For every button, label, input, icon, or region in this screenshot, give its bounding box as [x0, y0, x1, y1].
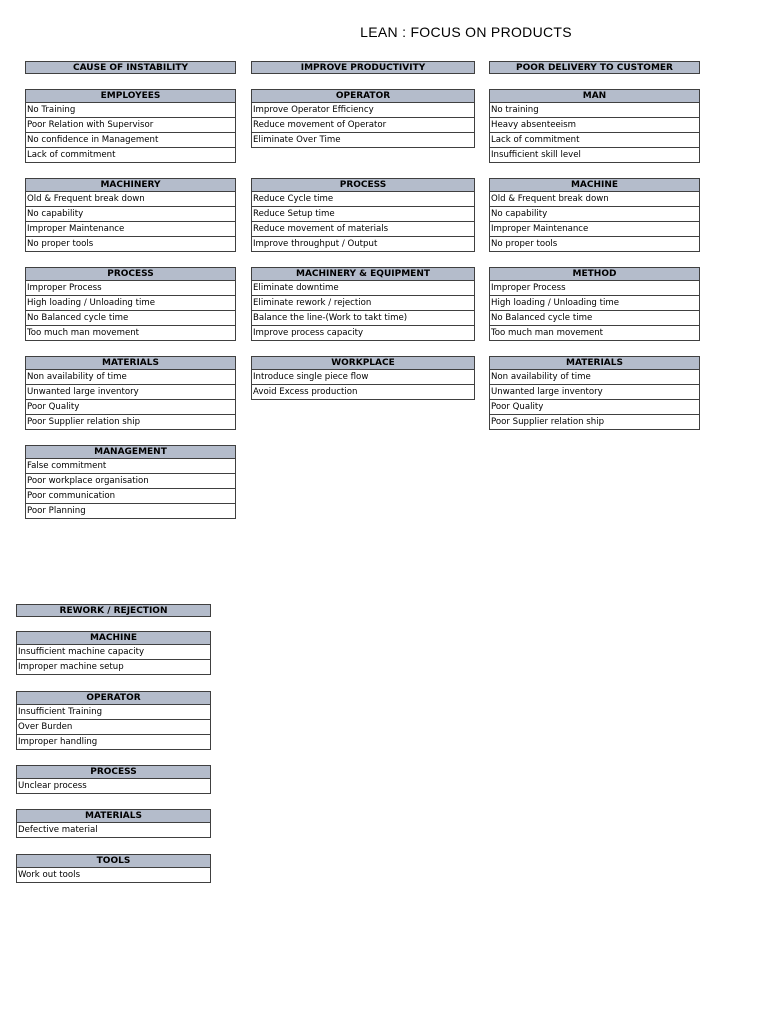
table-tools [16, 854, 211, 883]
table-row: Reduce Cycle time [251, 192, 475, 207]
table-machine [489, 178, 700, 252]
table-row: Eliminate downtime [251, 281, 475, 296]
table-row: Too much man movement [25, 326, 236, 341]
table-row: Improve process capacity [251, 326, 475, 341]
table-header: MATERIALS [25, 356, 236, 370]
table-row: No proper tools [489, 237, 700, 252]
table-man [489, 89, 700, 163]
table-process [16, 765, 211, 794]
table-row: No training [489, 103, 700, 118]
table-method [489, 267, 700, 341]
table-machinery-equipment [251, 267, 475, 341]
table-row: Over Burden [16, 720, 211, 735]
table-management [25, 445, 236, 519]
table-operator [251, 89, 475, 148]
table-row: Introduce single piece flow [251, 370, 475, 385]
table-workplace [251, 356, 475, 400]
heading-improve-productivity: IMPROVE PRODUCTIVITY [251, 61, 475, 74]
table-row: No capability [25, 207, 236, 222]
heading-rework-rejection: REWORK / REJECTION [16, 604, 211, 617]
table-row: Unclear process [16, 779, 211, 794]
table-row: No Training [25, 103, 236, 118]
table-row: Non availability of time [25, 370, 236, 385]
table-row: Reduce movement of materials [251, 222, 475, 237]
table-row: Defective material [16, 823, 211, 838]
table-process [251, 178, 475, 252]
table-row: High loading / Unloading time [25, 296, 236, 311]
table-row: Improper machine setup [16, 660, 211, 675]
table-row: Poor Quality [489, 400, 700, 415]
table-row: Unwanted large inventory [25, 385, 236, 400]
table-row: Poor Planning [25, 504, 236, 519]
table-row: Improper Maintenance [25, 222, 236, 237]
table-row: Non availability of time [489, 370, 700, 385]
table-row: Insufficient Training [16, 705, 211, 720]
table-row: False commitment [25, 459, 236, 474]
table-header: EMPLOYEES [25, 89, 236, 103]
table-row: Work out tools [16, 868, 211, 883]
table-row: Insufficient machine capacity [16, 645, 211, 660]
table-row: Lack of commitment [489, 133, 700, 148]
table-header: PROCESS [16, 765, 211, 779]
table-header: MANAGEMENT [25, 445, 236, 459]
table-materials [25, 356, 236, 430]
table-row: Lack of commitment [25, 148, 236, 163]
table-header: MATERIALS [489, 356, 700, 370]
table-row: No proper tools [25, 237, 236, 252]
table-row: No capability [489, 207, 700, 222]
table-employees [25, 89, 236, 163]
table-row: Too much man movement [489, 326, 700, 341]
table-row: Improper handling [16, 735, 211, 750]
table-row: Poor communication [25, 489, 236, 504]
table-header: OPERATOR [16, 691, 211, 705]
table-header: PROCESS [251, 178, 475, 192]
table-row: Insufficient skill level [489, 148, 700, 163]
table-row: No confidence in Management [25, 133, 236, 148]
table-row: Improper Process [25, 281, 236, 296]
table-row: Poor Supplier relation ship [489, 415, 700, 430]
table-row: Balance the line-(Work to takt time) [251, 311, 475, 326]
table-row: Eliminate rework / rejection [251, 296, 475, 311]
table-header: MACHINERY [25, 178, 236, 192]
table-row: No Balanced cycle time [25, 311, 236, 326]
table-process [25, 267, 236, 341]
table-row: Avoid Excess production [251, 385, 475, 400]
table-row: Improper Maintenance [489, 222, 700, 237]
table-row: Improve Operator Efficiency [251, 103, 475, 118]
heading-poor-delivery: POOR DELIVERY TO CUSTOMER [489, 61, 700, 74]
table-row: Improper Process [489, 281, 700, 296]
table-row: Poor Quality [25, 400, 236, 415]
table-header: MATERIALS [16, 809, 211, 823]
table-row: Old & Frequent break down [25, 192, 236, 207]
table-row: Reduce Setup time [251, 207, 475, 222]
table-row: Heavy absenteeism [489, 118, 700, 133]
table-header: MACHINE [489, 178, 700, 192]
table-header: MACHINE [16, 631, 211, 645]
page-title: LEAN : FOCUS ON PRODUCTS [360, 24, 572, 40]
table-row: Reduce movement of Operator [251, 118, 475, 133]
table-row: Old & Frequent break down [489, 192, 700, 207]
table-row: No Balanced cycle time [489, 311, 700, 326]
table-header: MAN [489, 89, 700, 103]
table-row: Poor Relation with Supervisor [25, 118, 236, 133]
table-header: METHOD [489, 267, 700, 281]
table-row: High loading / Unloading time [489, 296, 700, 311]
table-header: MACHINERY & EQUIPMENT [251, 267, 475, 281]
table-materials [16, 809, 211, 838]
table-header: OPERATOR [251, 89, 475, 103]
table-row: Unwanted large inventory [489, 385, 700, 400]
table-materials [489, 356, 700, 430]
table-row: Eliminate Over Time [251, 133, 475, 148]
table-header: WORKPLACE [251, 356, 475, 370]
table-row: Poor Supplier relation ship [25, 415, 236, 430]
heading-cause-of-instability: CAUSE OF INSTABILITY [25, 61, 236, 74]
table-header: TOOLS [16, 854, 211, 868]
table-machinery [25, 178, 236, 252]
table-machine [16, 631, 211, 675]
table-operator [16, 691, 211, 750]
table-row: Poor workplace organisation [25, 474, 236, 489]
table-header: PROCESS [25, 267, 236, 281]
table-row: Improve throughput / Output [251, 237, 475, 252]
